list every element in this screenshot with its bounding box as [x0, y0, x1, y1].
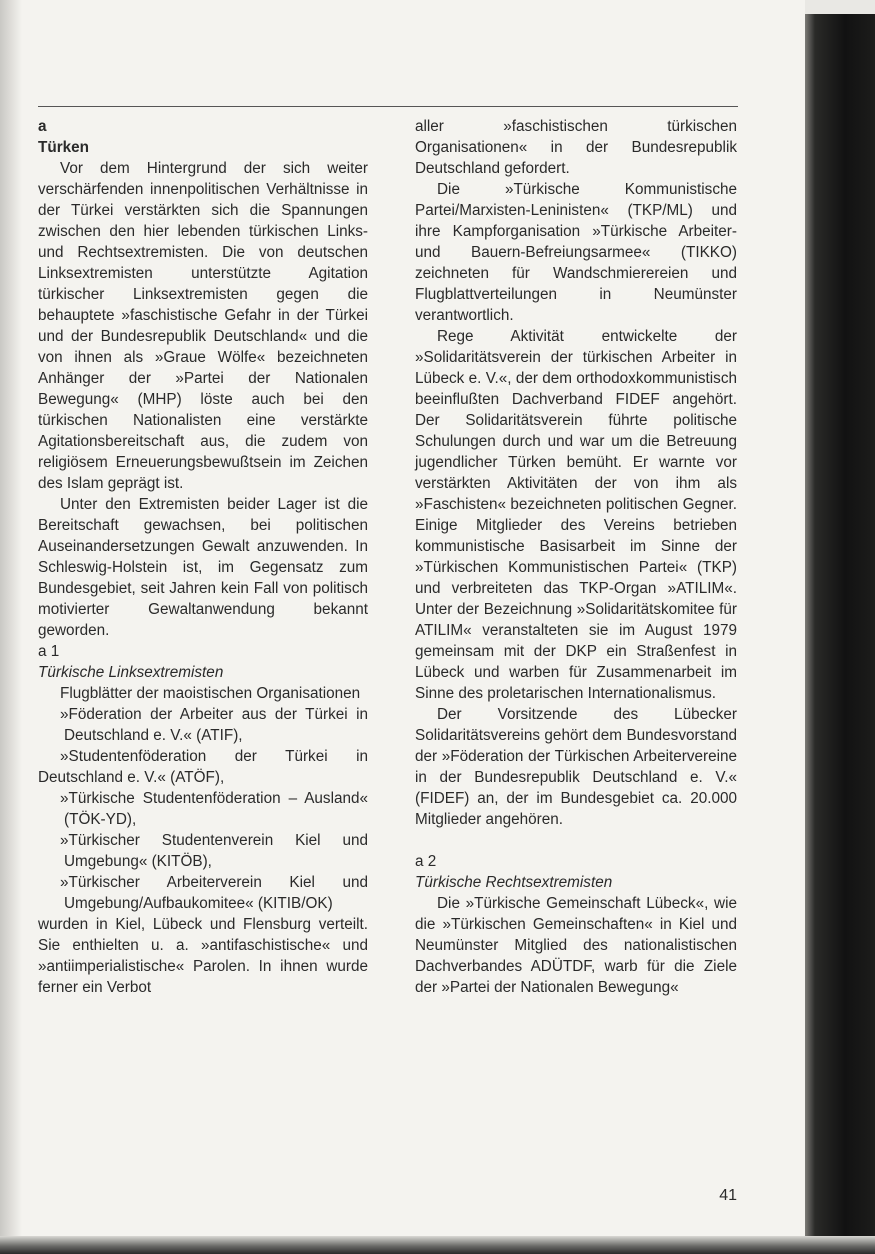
paragraph: »Studentenföderation der Türkei in Deutschland e. V.« (ATÖF),: [38, 748, 368, 786]
paragraph: a 1: [38, 643, 60, 660]
subsection-heading: Türkische Rechtsextremisten: [415, 874, 613, 891]
paragraph: Die »Türkische Kommunistische Partei/Marxisten-Leninisten« (TKP/ML) und ihre Kampforganisation »Türkische Arbeiter- und Bauern-Befreiungsarmee« (TIKKO) zeichneten für Wandschmierereien und Flugblattverteilungen in Neumünster verantwortlich.: [415, 181, 737, 324]
paragraph: Die »Türkische Gemeinschaft Lübeck«, wie die »Türkischen Gemeinschaften« in Kiel und Neumünster Mitglied des nationalistischen Dachverbandes ADÜTDF, warb für die Ziele der »Partei der Nationalen Bewegung«: [415, 895, 737, 996]
paragraph: aller »faschistischen türkischen Organisationen« in der Bundesrepublik Deutschland gefordert.: [415, 118, 737, 177]
page-number: 41: [719, 1187, 737, 1204]
subsection-heading: Türkische Linksextremisten: [38, 664, 224, 681]
page-bottom-edge: [0, 1236, 875, 1254]
paragraph: a 2: [415, 853, 437, 870]
page-shadow: [0, 0, 22, 1254]
header-rule: [38, 106, 738, 107]
paragraph: Flugblätter der maoistischen Organisationen: [60, 685, 361, 702]
paragraph: Unter den Extremisten beider Lager ist die Bereitschaft gewachsen, bei politischen Auseinandersetzungen Gewalt anzuwenden. In Schleswig-Holstein ist, im Gegensatz zum Bundesgebiet, seit Jahren kein Fall von politisch motivierter Gewaltanwendung bekannt geworden.: [38, 496, 368, 639]
paragraph: »Türkischer Arbeiterverein Kiel und Umgebung/Aufbaukomitee« (KITIB/OK): [60, 874, 368, 912]
paragraph: »Türkische Studentenföderation – Ausland« (TÖK-YD),: [60, 790, 368, 828]
left-column: [38, 116, 368, 998]
section-heading: a: [38, 118, 47, 135]
section-heading: Türken: [38, 139, 89, 156]
binding-top-edge: [805, 0, 875, 14]
paragraph: Rege Aktivität entwickelte der »Solidaritätsverein der türkischen Arbeiter in Lübeck e. V.«, der dem orthodoxkommunistisch beeinflußten Dachverband FIDEF angehört. Der Solidaritätsverein führte politische Schulungen durch und war um die Betreuung jugendlicher Türken bemüht. Er warnte vor verstärkten Aktivitäten der von ihm als »Faschisten« bezeichneten politischen Gegner. Einige Mitglieder des Vereins betrieben kommunistische Basisarbeit im Sinne der »Türkischen Kommunistischen Partei« (TKP) und verbreiteten das TKP-Organ »ATILIM«. Unter der Bezeichnung »Solidaritätskomitee für ATILIM« veranstalteten sie im August 1979 gemeinsam mit der DKP ein Straßenfest in Lübeck und warben für Zusammenarbeit im Sinne des proletarischen Internationalismus.: [415, 328, 737, 702]
paragraph: Vor dem Hintergrund der sich weiter verschärfenden innenpolitischen Verhältnisse in der Türkei verstärkten sich die Spannungen zwischen den hier lebenden türkischen Links- und Rechtsextremisten. Die von deutschen Linksextremisten unterstützte Agitation türkischer Linksextremisten gegen die behauptete »faschistische Gefahr in der Türkei und der Bundesrepublik Deutschland« und die von ihnen als »Graue Wölfe« bezeichneten Anhänger der »Partei der Nationalen Bewegung« (MHP) löste auch bei den türkischen Nationalisten eine verstärkte Agitationsbereitschaft aus, die zudem von religiösem Erneuerungsbewußtsein im Zeichen des Islam geprägt ist.: [38, 160, 368, 492]
paragraph: Der Vorsitzende des Lübecker Solidaritätsvereins gehört dem Bundesvorstand der »Föderation der Türkischen Arbeitervereine in der Bundesrepublik Deutschland e. V.« (FIDEF) an, der im Bundesgebiet ca. 20.000 Mitglieder angehören.: [415, 706, 737, 828]
paragraph-spacer: [415, 830, 737, 851]
book-binding: [805, 0, 875, 1254]
paragraph: »Türkischer Studentenverein Kiel und Umgebung« (KITÖB),: [60, 832, 368, 870]
paragraph: wurden in Kiel, Lübeck und Flensburg verteilt. Sie enthielten u. a. »antifaschistische« und »antiimperialistische« Parolen. In ihnen wurde ferner ein Verbot: [38, 916, 368, 996]
paragraph: »Föderation der Arbeiter aus der Türkei in Deutschland e. V.« (ATIF),: [60, 706, 368, 744]
right-column: [415, 116, 737, 998]
